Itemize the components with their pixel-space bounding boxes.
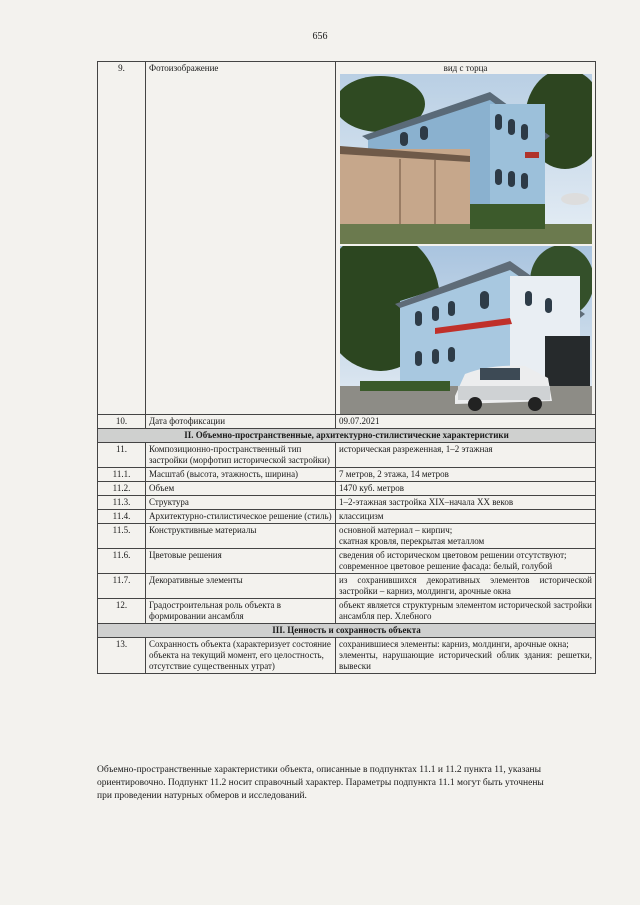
table-row [98, 574, 596, 599]
value-line: сведения об историческом цветовом решении отсутствуют; [339, 550, 567, 560]
table-row [98, 599, 596, 624]
row-value: классицизм [336, 510, 596, 524]
row-label: Градостроительная роль объекта в формировании ансамбля [146, 599, 336, 624]
row-number: 13. [98, 638, 146, 674]
table-row [98, 524, 596, 549]
value-line: скатная кровля, перекрытая металлом [339, 536, 485, 546]
row-label: Дата фотофиксации [146, 415, 336, 429]
table-row [98, 638, 596, 674]
row-number: 11.5. [98, 524, 146, 549]
row-label: Архитектурно-стилистическое решение (стиль) [146, 510, 336, 524]
section-header [98, 429, 596, 443]
row-number: 9. [98, 62, 146, 415]
value-line: сохранившиеся элементы: карниз, молдинги, арочные окна; [339, 639, 569, 649]
object-passport-table [97, 61, 596, 674]
row-value: историческая разреженная, 1–2 этажная [336, 443, 596, 468]
row-value: 1–2-этажная застройка XIX–начала XX веков [336, 496, 596, 510]
row-label: Объем [146, 482, 336, 496]
row-value [336, 524, 596, 549]
row-value [336, 638, 596, 674]
row-label: Фотоизображение [146, 62, 336, 415]
row-number: 12. [98, 599, 146, 624]
photo-cell [336, 62, 596, 415]
table-row [98, 482, 596, 496]
row-label: Композиционно-пространственный тип застройки (морфотип исторической застройки) [146, 443, 336, 468]
row-label: Цветовые решения [146, 549, 336, 574]
row-label: Структура [146, 496, 336, 510]
row-value [336, 549, 596, 574]
row-value: 09.07.2021 [336, 415, 596, 429]
value-line: основной материал – кирпич; [339, 525, 453, 535]
table-row [98, 549, 596, 574]
row-value: из сохранившихся декоративных элементов исторической застройки – карниз, молдинги, арочные окна [336, 574, 596, 599]
row-number: 11.6. [98, 549, 146, 574]
table-row [98, 62, 596, 415]
row-label: Масштаб (высота, этажность, ширина) [146, 468, 336, 482]
row-value: 7 метров, 2 этажа, 14 метров [336, 468, 596, 482]
row-value: 1470 куб. метров [336, 482, 596, 496]
table-row [98, 468, 596, 482]
photo-end-view [340, 74, 592, 244]
row-number: 11.7. [98, 574, 146, 599]
photo-caption: вид с торца [443, 63, 488, 73]
row-number: 11.2. [98, 482, 146, 496]
row-number: 11.1. [98, 468, 146, 482]
section-header [98, 624, 596, 638]
footnote-paragraph [97, 764, 597, 803]
photo-facade-view [340, 246, 592, 414]
page-number: 656 [312, 31, 328, 42]
table-row [98, 496, 596, 510]
footnote-line: Объемно-пространственные характеристики объекта, описанные в подпунктах 11.1 и 11.2 пункта 11, указаны [97, 765, 542, 775]
row-number: 11.4. [98, 510, 146, 524]
row-number: 11.3. [98, 496, 146, 510]
table-row [98, 510, 596, 524]
row-label: Сохранность объекта (характеризует состояние объекта на текущий момент, его целостность, отсутствие существенных утрат) [146, 638, 336, 674]
table-row [98, 443, 596, 468]
section-title: II. Объемно-пространственные, архитектурно-стилистические характеристики [98, 429, 596, 443]
row-label: Декоративные элементы [146, 574, 336, 599]
row-number: 11. [98, 443, 146, 468]
section-title: III. Ценность и сохранность объекта [98, 624, 596, 638]
row-label: Конструктивные материалы [146, 524, 336, 549]
row-number: 10. [98, 415, 146, 429]
footnote-line: ориентировочно. Подпункт 11.2 носит справочный характер. Параметры подпункта 11.1 могут быть уточнены [97, 778, 544, 788]
value-line: элементы, нарушающие исторический облик здания: решетки, вывески [339, 650, 592, 671]
value-line: современное цветовое решение фасада: белый, голубой [339, 561, 553, 571]
table-row [98, 415, 596, 429]
row-value: объект является структурным элементом исторической застройки ансамбля пер. Хлебного [336, 599, 596, 624]
footnote-line: при проведении натурных обмеров и исследований. [97, 791, 307, 801]
